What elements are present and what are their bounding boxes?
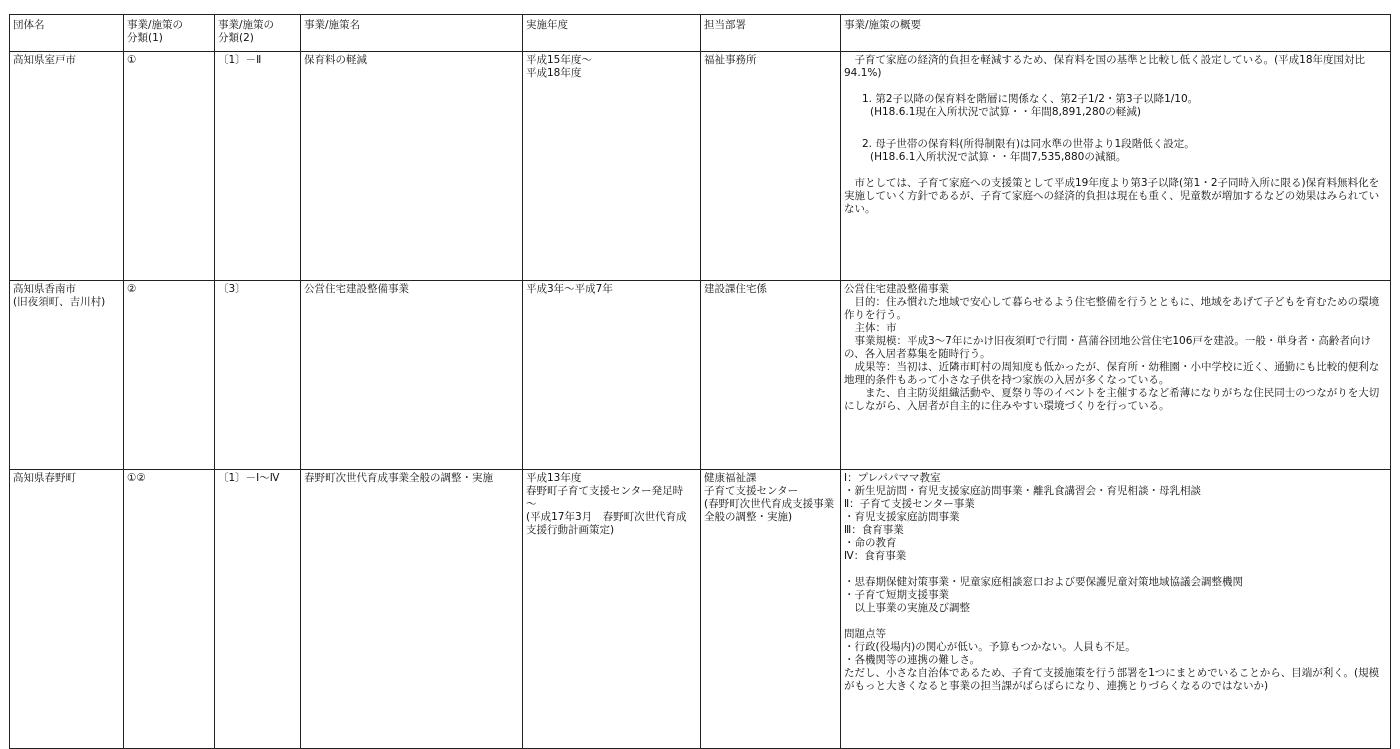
project-name-cell: 公営住宅建設整備事業 <box>301 281 523 470</box>
summary-intro: 子育て家庭の経済的負担を軽減するため、保育料を国の基準と比較し低く設定している。(平成18年度国対比94.1%) <box>844 54 1366 79</box>
category-2-cell: 〔1〕－Ⅰ～Ⅳ <box>215 470 301 749</box>
category-1-cell: ① <box>124 52 215 281</box>
header-category-2: 事業/施策の 分類(2) <box>215 15 301 52</box>
category-1-cell: ①② <box>124 470 215 749</box>
year-cell: 平成13年度 春野町子育て支援センター発足時 ～ (平成17年3月 春野町次世代育成支援行動計画策定) <box>523 470 701 749</box>
header-category-1: 事業/施策の 分類(1) <box>124 15 215 52</box>
summary-part-1: Ⅰ：プレパパママ教室 ・新生児訪問・育児支援家庭訪問事業・離乳食講習会・育児相談・母乳相談 Ⅱ：子育て支援センター事業 ・育児支援家庭訪問事業 Ⅲ：食育事業 ・命の教育 Ⅳ：食育事業 <box>844 472 1201 562</box>
table-row <box>10 52 1391 281</box>
summary-cell <box>841 281 1391 470</box>
summary-text: 目的：住み慣れた地域で安心して暮らせるよう住宅整備を行うとともに、地域をあげて子どもを育むための環境作りを行う。 主体：市 事業規模：平成3～7年にかけ旧夜須町で行間・菖蒲谷団地公営住宅106戸を建設。一般・単身者・高齢者向けの、各入居者募集を随時行う。 成果等：当初は、近隣市町村の周知度も低かったが、保育所・幼稚園・小中学校に近く、通勤にも比較的便利な地理的条件もあって小さな子供を持つ家族の入居が多くなっている。 また、自主防災組織活動や、夏祭り等のイベントを主催するなど希薄になりがちな住民同士のつながりを大切にしながら、入居者が自主的に住みやすい環境づくりを行っている。 <box>844 296 1380 412</box>
header-department: 担当部署 <box>701 15 841 52</box>
org-cell: 高知県春野町 <box>10 470 124 749</box>
summary-title: 公営住宅建設整備事業 <box>844 283 949 295</box>
summary-item-1: 1. 第2子以降の保育料を階層に関係なく、第2子1/2・第3子以降1/10。 <box>862 93 1199 105</box>
year-cell: 平成3年～平成7年 <box>523 281 701 470</box>
department-cell: 福祉事務所 <box>701 52 841 281</box>
header-year: 実施年度 <box>523 15 701 52</box>
summary-part-2: ・思春期保健対策事業・児童家庭相談窓口および要保護児童対策地域協議会調整機関 ・子育て短期支援事業 以上事業の実施及び調整 <box>844 576 1243 614</box>
summary-item-2-note: (H18.6.1入所状況で試算・・年間7,535,880の減額。 <box>870 151 1127 163</box>
summary-item-1-note: (H18.6.1現在入所状況で試算・・年間8,891,280の軽減) <box>870 106 1141 118</box>
summary-outro: 市としては、子育て家庭への支援策として平成19年度より第3子以降(第1・2子同時入所に限る)保育料無料化を実施していく方針であるが、子育て家庭への経済的負担は現在も重く、児童数が増加するなどの効果はみられていない。 <box>844 177 1380 215</box>
table-row <box>10 470 1391 749</box>
summary-item-2: 2. 母子世帯の保育料(所得制限有)は同水準の世帯より1段階低く設定。 <box>862 138 1195 150</box>
table-row <box>10 281 1391 470</box>
org-cell: 高知県香南市 (旧夜須町、吉川村) <box>10 281 124 470</box>
summary-cell <box>841 470 1391 749</box>
project-name-cell: 春野町次世代育成事業全般の調整・実施 <box>301 470 523 749</box>
header-org: 団体名 <box>10 15 124 52</box>
header-summary: 事業/施策の概要 <box>841 15 1391 52</box>
department-cell: 建設課住宅係 <box>701 281 841 470</box>
org-cell: 高知県室戸市 <box>10 52 124 281</box>
header-project-name: 事業/施策名 <box>301 15 523 52</box>
survey-table-sheet <box>9 14 1391 749</box>
department-cell: 健康福祉課 子育て支援センター (春野町次世代育成支援事業全般の調整・実施) <box>701 470 841 749</box>
header-row <box>10 15 1391 52</box>
year-cell: 平成15年度～ 平成18年度 <box>523 52 701 281</box>
summary-part-3: 問題点等 ・行政(役場内)の関心が低い。予算もつかない。人員も不足。 ・各機関等の連携の難しさ。 ただし、小さな自治体であるため、子育て支援施策を行う部署を1つにまとめでいることから、目端が利く。(規模がもっと大きくなると事業の担当課がばらばらになり、連携とりづらくなるのではないか) <box>844 628 1380 692</box>
survey-table <box>9 14 1391 749</box>
category-2-cell: 〔3〕 <box>215 281 301 470</box>
summary-cell <box>841 52 1391 281</box>
category-1-cell: ② <box>124 281 215 470</box>
category-2-cell: 〔1〕－Ⅱ <box>215 52 301 281</box>
project-name-cell: 保育料の軽減 <box>301 52 523 281</box>
